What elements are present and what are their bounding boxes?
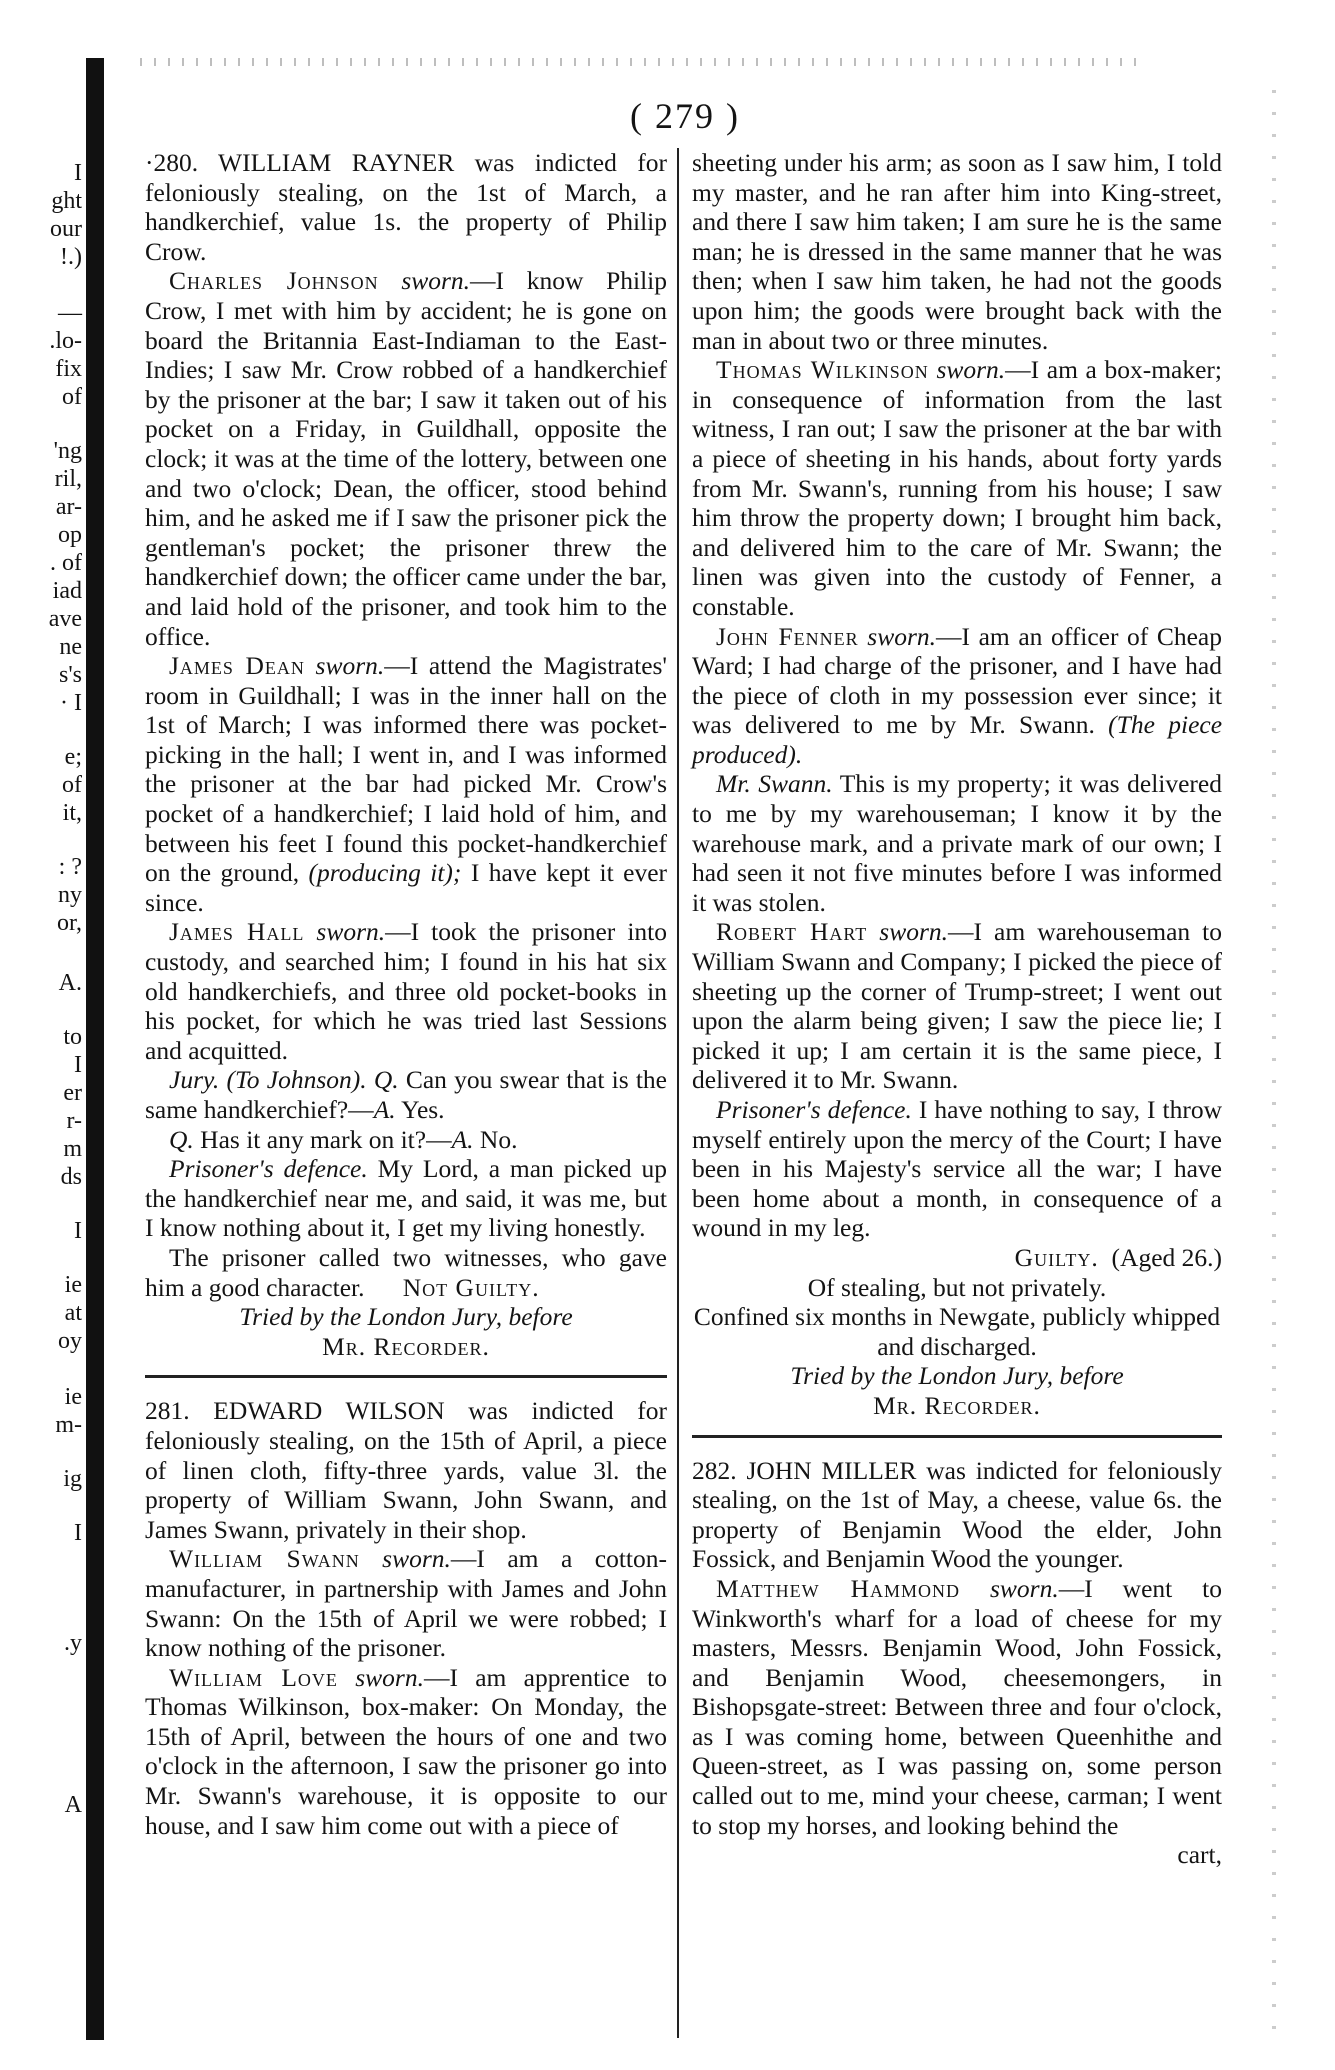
- facing-page-fragment: ave: [48, 606, 82, 632]
- q-label: Q.: [169, 1124, 194, 1154]
- defence-label: Prisoner's defence.: [716, 1095, 912, 1124]
- tried-by-text: Tried by the London Jury, before: [790, 1361, 1124, 1391]
- facing-page-fragment: er: [63, 1080, 82, 1106]
- character-witnesses: [145, 1243, 667, 1302]
- tried-by-text: Tried by the London Jury, before: [239, 1302, 573, 1332]
- testimony-hart: [692, 917, 1222, 1095]
- answer-text: No.: [479, 1124, 518, 1154]
- facing-page-fragments: [0, 0, 86, 2070]
- witness-name: Robert Hart: [716, 917, 868, 947]
- sworn-label: sworn.: [867, 621, 937, 651]
- testimony-text: This is my property; it was delivered to me by my warehouseman; I know it by the warehouse mark, and a private mark of our own; I had seen it not five minutes before I was informed it was stolen.: [692, 769, 1222, 917]
- testimony-text: —I am a cotton-manufacturer, in partnership with James and John Swann: On the 15th of April we were robbed; I know nothing of the prisoner.: [145, 1544, 667, 1663]
- case-280-heading: ·280. WILLIAM RAYNER was indicted for feloniously stealing, on the 1st of March, a handkerchief, value 1s. the property of Philip Crow.: [145, 148, 667, 266]
- right-column: [692, 148, 1222, 1870]
- testimony-fenner: [692, 622, 1222, 770]
- facing-page-fragment: !.): [60, 244, 82, 270]
- recorder-text: Mr. Recorder.: [873, 1390, 1041, 1420]
- testimony-text: —I am warehouseman to William Swann and Company; I picked the piece of sheeting up the corner of Trump-street; I went out upon the alarm being given; I saw the piece lie; I picked it up; I am certain it is the same piece, I delivered it to Mr. Swann.: [692, 917, 1222, 1095]
- facing-page-fragment: A: [64, 1792, 82, 1818]
- facing-page-fragment: our: [50, 216, 82, 242]
- witness-name: William Swann: [169, 1544, 360, 1574]
- facing-page-fragment: m-: [55, 1412, 82, 1438]
- facing-page-fragment: ght: [51, 188, 82, 214]
- verdict-not-guilty: Not Guilty.: [402, 1272, 540, 1302]
- sworn-label: sworn.: [315, 651, 385, 681]
- facing-page-fragment: ril,: [54, 466, 82, 492]
- sworn-label: sworn.: [316, 917, 386, 947]
- facing-page-fragment: to: [63, 1024, 82, 1050]
- facing-page-fragment: I: [74, 1218, 82, 1244]
- testimony-text: —I am a box-maker; in consequence of information from the last witness, I ran out; I saw the prisoner at the bar with a piece of sheeting in his hands, about forty yards from Mr. Swann's, running from his house; I saw him throw the property down; I brought him back, and delivered him to the care of Mr. Swann; the linen was given into the custody of Fenner, a constable.: [692, 355, 1223, 621]
- jury-label: Jury. (To Johnson).: [169, 1065, 367, 1095]
- defence-text: My Lord, a man picked up the handkerchief near me, and said, it was me, but I know nothing about it, I get my living honestly.: [145, 1154, 668, 1243]
- binding-gutter: [86, 58, 104, 2040]
- sworn-label: sworn.: [401, 266, 471, 296]
- question-text: Can you swear that is the same handkerchief?—: [145, 1065, 668, 1124]
- witness-name: James Dean: [169, 651, 305, 681]
- recorder-text: Mr. Recorder.: [322, 1331, 490, 1361]
- case-separator-rule: [692, 1435, 1222, 1438]
- left-column: [145, 148, 667, 1840]
- facing-page-fragment: ar-: [55, 494, 82, 520]
- witness-name: Matthew Hammond: [716, 1573, 961, 1603]
- question-text: Has it any mark on it?—: [200, 1124, 452, 1154]
- facing-page-fragment: of: [62, 772, 82, 798]
- mark-question: [145, 1125, 667, 1155]
- a-label: A.: [451, 1124, 474, 1154]
- facing-page-fragment: A.: [58, 970, 82, 996]
- testimony-hammond: [692, 1574, 1222, 1840]
- sworn-label: sworn.: [355, 1662, 424, 1692]
- facing-page-fragment: ds: [60, 1164, 82, 1190]
- sentence-line: Confined six months in Newgate, publicly whipped and discharged.: [693, 1302, 1221, 1361]
- testimony-text: —I attend the Magistrates' room in Guildhall; I was in the inner hall on the 1st of March; I was informed there was pocket-picking in the hall; I went in, and I was informed the prisoner at the bar had picked Mr. Crow's pocket of a handkerchief; I laid hold of him, and between his feet I found this pocket-handkerchief on the ground,: [145, 651, 668, 888]
- facing-page-fragment: it,: [62, 800, 82, 826]
- testimony-text: I have kept it ever since.: [145, 858, 668, 917]
- testimony-swann: [145, 1544, 667, 1662]
- witness-name: William Love: [169, 1662, 338, 1692]
- recorder-line: [145, 1332, 667, 1362]
- q-label: Q.: [373, 1065, 399, 1095]
- prisoner-defence: [145, 1154, 667, 1243]
- facing-page-fragment: .y: [64, 1630, 82, 1656]
- verdict-line: [692, 1243, 1222, 1273]
- witness-name: John Fenner: [716, 621, 859, 651]
- scan-noise-right: [1272, 90, 1276, 2040]
- facing-page-fragment: I: [74, 1052, 82, 1078]
- testimony-text: —I went to Winkworth's wharf for a load of cheese for my masters, Messrs. Benjamin Wood, John Fossick, and Benjamin Wood, cheesemongers, in Bishopsgate-street: Between three and four o'clock, as I was coming home, between Queenhithe and Queen-street, as I was passing on, some person called out to me, mind your cheese, carman; I went to stop my horses, and looking behind the: [692, 1573, 1223, 1840]
- producing-note: (producing it);: [308, 858, 462, 888]
- facing-page-fragment: I: [74, 1520, 82, 1546]
- facing-page-fragment: . of: [50, 550, 82, 576]
- facing-page-fragment: ne: [59, 634, 82, 660]
- testimony-love: [145, 1663, 667, 1841]
- sworn-label: sworn.: [382, 1544, 451, 1574]
- facing-page-fragment: · I: [60, 690, 82, 716]
- facing-page-fragment: ig: [63, 1466, 82, 1492]
- testimony-text: —I am apprentice to Thomas Wilkinson, box-maker: On Monday, the 15th of April, between the hours of one and two o'clock in the afternoon, I saw the prisoner go into Mr. Swann's warehouse, it is opposite to our house, and I saw him come out with a piece of: [145, 1662, 667, 1840]
- case-separator-rule: [145, 1375, 667, 1378]
- sworn-label: sworn.: [936, 355, 1006, 385]
- facing-page-fragment: r-: [66, 1108, 82, 1134]
- witness-name: Charles Johnson: [169, 266, 379, 296]
- facing-page-fragment: fix: [55, 356, 82, 382]
- answer-text: Yes.: [401, 1095, 445, 1124]
- recorder-line: [692, 1391, 1222, 1421]
- testimony-text: —I know Philip Crow, I met with him by accident; he is gone on board the Britannia East-Indiaman to the East-Indies; I saw Mr. Crow robbed of a handkerchief by the prisoner at the bar; I saw it taken out of his pocket on a Friday, in Guildhall, opposite the clock; it was at the time of the lottery, between one and two o'clock; Dean, the officer, stood behind him, and he asked me if I saw the prisoner pick the gentleman's pocket; the prisoner threw the handkerchief down; the officer came under the bar, and laid hold of the prisoner, and took him to the office.: [145, 266, 667, 651]
- tried-by-line: [145, 1302, 667, 1332]
- scan-noise-top: [140, 58, 1140, 66]
- character-text: The prisoner called two witnesses, who gave him a good character.: [145, 1242, 667, 1302]
- prisoner-defence: [692, 1095, 1222, 1243]
- verdict-guilty: Guilty.: [1014, 1242, 1099, 1272]
- facing-page-fragment: 'ng: [53, 438, 82, 464]
- facing-page-fragment: .lo-: [49, 328, 82, 354]
- facing-page-fragment: or,: [56, 910, 82, 936]
- testimony-text: —I took the prisoner into custody, and searched him; I found in his hat six old handkerchiefs, and three old pocket-books in his pocket, for which he was tried last Sessions and acquitted.: [145, 917, 668, 1065]
- facing-page-fragment: oy: [58, 1328, 82, 1354]
- testimony-text: —I am an officer of Cheap Ward; I had charge of the prisoner, and I have had the piece of cloth in my possession ever since; it was delivered to me by Mr. Swann.: [692, 621, 1223, 740]
- page-number: ( 279 ): [630, 96, 740, 136]
- case-282-heading: 282. JOHN MILLER was indicted for feloniously stealing, on the 1st of May, a cheese, value 6s. the property of Benjamin Wood the elder, John Fossick, and Benjamin Wood the younger.: [692, 1455, 1222, 1574]
- testimony-hall: [145, 917, 667, 1065]
- facing-page-fragment: e;: [64, 744, 82, 770]
- defence-label: Prisoner's defence.: [169, 1154, 368, 1184]
- facing-page-fragment: of: [62, 384, 82, 410]
- produced-note: (The piece produced).: [692, 710, 1223, 769]
- facing-page-fragment: ie: [64, 1384, 82, 1410]
- testimony-wilkinson: [692, 355, 1222, 621]
- facing-page-fragment: I: [74, 160, 82, 186]
- testimony-johnson: [145, 266, 667, 651]
- facing-page-fragment: s's: [58, 662, 82, 688]
- tried-by-line: [692, 1361, 1222, 1391]
- facing-page-fragment: ny: [58, 882, 82, 908]
- witness-name: Thomas Wilkinson: [716, 355, 929, 385]
- witness-name: James Hall: [169, 917, 305, 947]
- aged-note: (Aged 26.): [1111, 1242, 1222, 1272]
- of-stealing-line: Of stealing, but not privately.: [807, 1272, 1107, 1302]
- facing-page-fragment: m: [63, 1136, 82, 1162]
- facing-page-fragment: iad: [52, 578, 82, 604]
- a-label: A.: [373, 1095, 396, 1124]
- column-divider: [677, 148, 679, 2038]
- case-281-heading: 281. EDWARD WILSON was indicted for feloniously stealing, on the 15th of April, a piece of linen cloth, fifty-three yards, value 3l. the property of William Swann, John Swann, and James Swann, privately in their shop.: [145, 1396, 667, 1544]
- testimony-mr-swann: [692, 769, 1222, 917]
- facing-page-fragment: —: [58, 300, 82, 326]
- facing-page-fragment: at: [64, 1300, 82, 1326]
- witness-name: Mr. Swann.: [716, 769, 833, 799]
- defence-text: I have nothing to say, I throw myself entirely upon the mercy of the Court; I have been in his Majesty's service all the war; I have been home about a month, in consequence of a wound in my leg.: [692, 1095, 1223, 1243]
- jury-question: [145, 1065, 667, 1124]
- facing-page-fragment: ie: [64, 1272, 82, 1298]
- facing-page-fragment: op: [58, 522, 82, 548]
- testimony-dean: [145, 651, 667, 917]
- catchword: cart,: [1177, 1840, 1222, 1870]
- facing-page-fragment: : ?: [58, 854, 82, 880]
- sworn-label: sworn.: [879, 917, 949, 947]
- sworn-label: sworn.: [989, 1573, 1059, 1603]
- continued-testimony: sheeting under his arm; as soon as I saw him, I told my master, and he ran after him into King-street, and there I saw him taken; I am sure he is the same man; he is dressed in the same manner that he was then; when I saw him taken, he had not the goods upon him; the goods were brought back with the man in about two or three minutes.: [692, 148, 1222, 355]
